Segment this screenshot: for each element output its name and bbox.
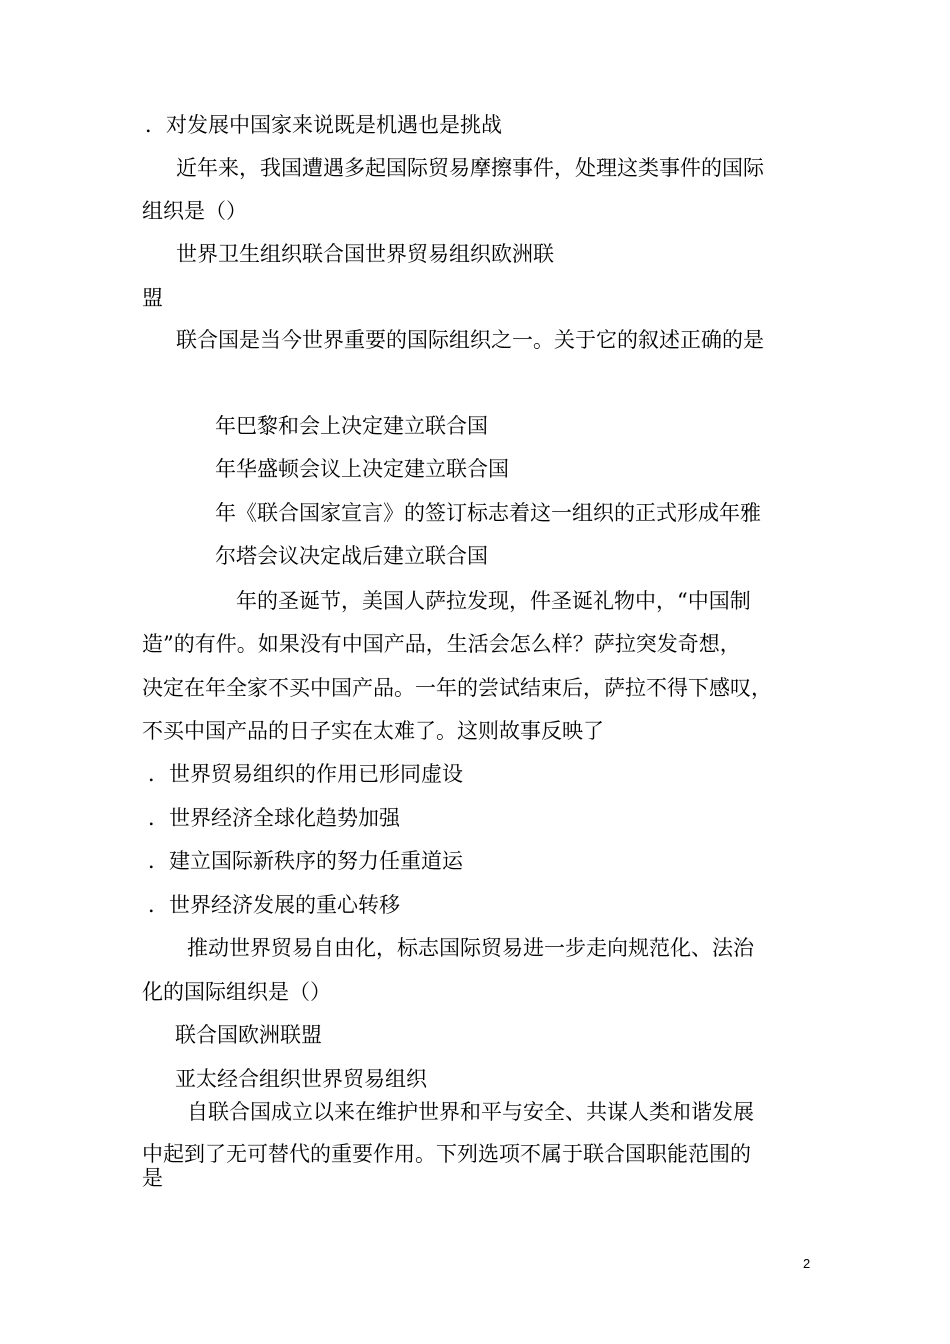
text-line: 尔塔会议决定战后建立联合国	[215, 544, 488, 568]
text-line: 年巴黎和会上决定建立联合国	[215, 414, 488, 438]
text-line: 决定在年全家不买中国产品。一年的尝试结束后，萨拉不得下感叹，	[142, 676, 772, 700]
text-line: 化的国际组织是（）	[142, 980, 331, 1004]
text-line: ．世界贸易组织的作用已形同虚设	[148, 762, 463, 786]
text-line: 亚太经合组织世界贸易组织	[175, 1067, 427, 1091]
text-line: 年《联合国家宣言》的签订标志着这一组织的正式形成年雅	[215, 501, 761, 525]
text-line: 年华盛顿会议上决定建立联合国	[215, 457, 509, 481]
text-line: 组织是（）	[142, 199, 247, 223]
page-number: 2	[803, 1256, 811, 1271]
text-line: 联合国是当今世界重要的国际组织之一。关于它的叙述正确的是	[176, 328, 764, 352]
text-line: ．世界经济发展的重心转移	[148, 893, 400, 917]
text-line: 年的圣诞节，美国人萨拉发现，件圣诞礼物中，“中国制	[236, 589, 751, 613]
text-line: 推动世界贸易自由化，标志国际贸易进一步走向规范化、法治	[187, 936, 754, 960]
text-line: ．建立国际新秩序的努力任重道运	[148, 849, 463, 873]
text-line: ．对发展中国家来说既是机遇也是挑战	[145, 113, 502, 137]
text-line: 不买中国产品的日子实在太难了。这则故事反映了	[142, 719, 604, 743]
text-line: 是	[142, 1166, 163, 1190]
text-line: 联合国欧洲联盟	[175, 1023, 322, 1047]
text-line: 自联合国成立以来在维护世界和平与安全、共谋人类和谐发展	[187, 1100, 754, 1124]
text-line: ．世界经济全球化趋势加强	[148, 806, 400, 830]
text-line: 盟	[142, 286, 163, 310]
text-line: 近年来，我国遭遇多起国际贸易摩擦事件，处理这类事件的国际	[176, 156, 764, 180]
text-line: 世界卫生组织联合国世界贸易组织欧洲联	[176, 242, 554, 266]
text-line: 造”的有件。如果没有中国产品，生活会怎么样？萨拉突发奇想，	[142, 632, 741, 656]
text-line: 中起到了无可替代的重要作用。下列选项不属于联合国职能范围的	[142, 1142, 751, 1166]
